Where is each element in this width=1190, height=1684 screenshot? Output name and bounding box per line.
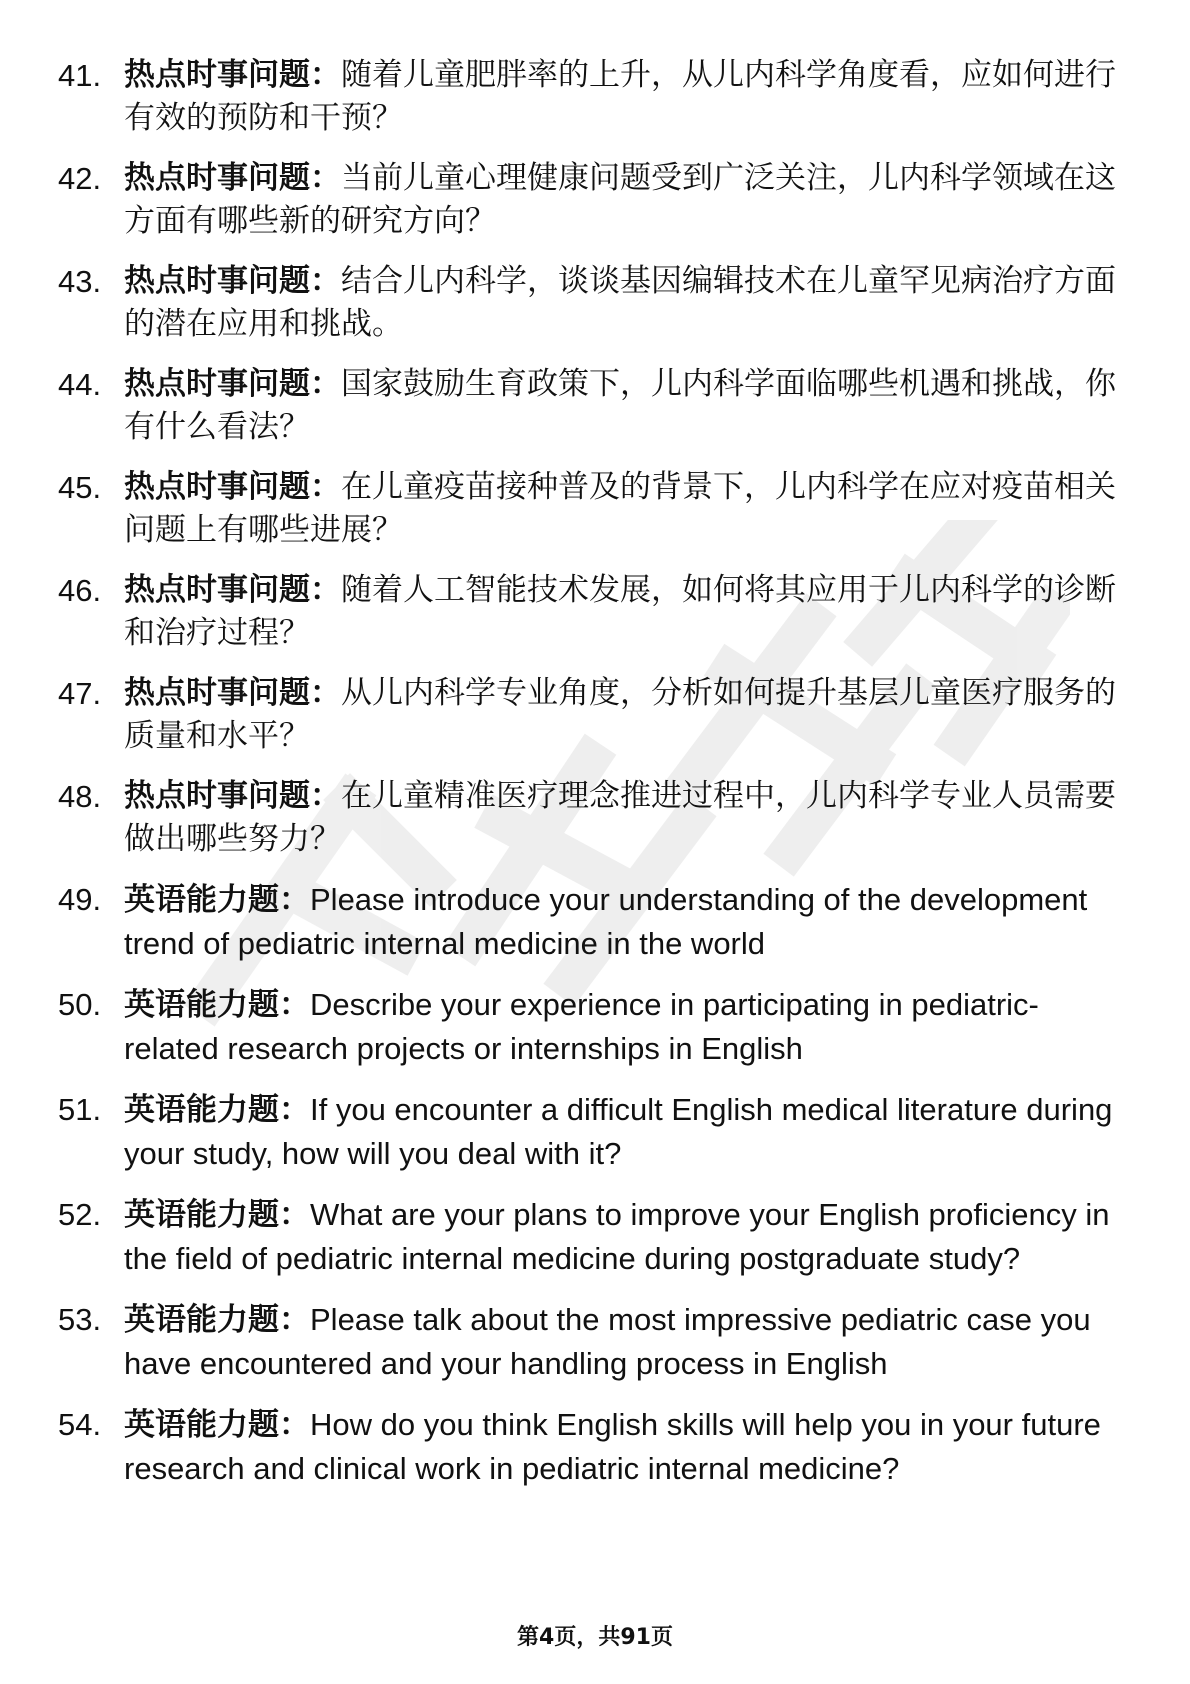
- question-text: 当前儿童心理健康问题受到广泛关注，儿内科学领域在这方面有哪些新的研究方向？: [124, 160, 1116, 239]
- question-category: 热点时事问题：: [124, 572, 341, 608]
- question-category: 热点时事问题：: [124, 675, 341, 711]
- question-body: [124, 54, 1118, 140]
- list-item: [58, 983, 1118, 1071]
- list-item: [58, 54, 1118, 140]
- question-number: 52.: [58, 1197, 102, 1232]
- question-text: What are your plans to improve your English proficiency in the field of pediatric internal medicine during postgraduate study?: [124, 1197, 1110, 1276]
- question-body: [124, 363, 1118, 449]
- question-text: If you encounter a difficult English medical literature during your study, how will you deal with it?: [124, 1092, 1113, 1171]
- question-category: 英语能力题：: [124, 1407, 310, 1443]
- question-text: How do you think English skills will help you in your future research and clinical work in pediatric internal medicine?: [124, 1407, 1101, 1486]
- question-number: 47.: [58, 676, 102, 711]
- question-number: 42.: [58, 161, 102, 196]
- list-item: [58, 775, 1118, 861]
- question-body: [124, 1088, 1118, 1176]
- list-item: [58, 1088, 1118, 1176]
- page-number-label: 第4页，共91页: [517, 1625, 673, 1650]
- list-item: [58, 1403, 1118, 1491]
- question-text: 随着人工智能技术发展，如何将其应用于儿内科学的诊断和治疗过程？: [124, 572, 1116, 651]
- question-text: Describe your experience in participating in pediatric-related research projects or internships in English: [124, 987, 1039, 1066]
- question-category: 热点时事问题：: [124, 263, 341, 299]
- question-category: 热点时事问题：: [124, 57, 341, 93]
- question-category: 英语能力题：: [124, 1092, 310, 1128]
- question-body: [124, 1403, 1118, 1491]
- list-item: [58, 260, 1118, 346]
- question-text: 国家鼓励生育政策下，儿内科学面临哪些机遇和挑战，你有什么看法？: [124, 366, 1116, 445]
- question-number: 41.: [58, 58, 102, 93]
- question-text: Please introduce your understanding of the development trend of pediatric internal medicine in the world: [124, 882, 1088, 961]
- question-category: 英语能力题：: [124, 1302, 310, 1338]
- question-category: 热点时事问题：: [124, 469, 341, 505]
- question-body: [124, 775, 1118, 861]
- list-item: [58, 157, 1118, 243]
- question-text: Please talk about the most impressive pediatric case you have encountered and your handling process in English: [124, 1302, 1091, 1381]
- question-number: 43.: [58, 264, 102, 299]
- question-body: [124, 672, 1118, 758]
- question-text: 从儿内科学专业角度，分析如何提升基层儿童医疗服务的质量和水平？: [124, 675, 1116, 754]
- list-item: [58, 363, 1118, 449]
- list-item: [58, 1193, 1118, 1281]
- question-body: [124, 1193, 1118, 1281]
- question-body: [124, 260, 1118, 346]
- question-number: 44.: [58, 367, 102, 402]
- question-body: [124, 983, 1118, 1071]
- question-body: [124, 157, 1118, 243]
- question-body: [124, 878, 1118, 966]
- page-footer: [0, 1620, 1190, 1651]
- list-item: [58, 466, 1118, 552]
- question-number: 48.: [58, 779, 102, 814]
- question-number: 50.: [58, 987, 102, 1022]
- question-text: 在儿童疫苗接种普及的背景下，儿内科学在应对疫苗相关问题上有哪些进展？: [124, 469, 1116, 548]
- question-body: [124, 569, 1118, 655]
- question-text: 结合儿内科学，谈谈基因编辑技术在儿童罕见病治疗方面的潜在应用和挑战。: [124, 263, 1116, 342]
- list-item: [58, 569, 1118, 655]
- question-number: 54.: [58, 1407, 102, 1442]
- question-category: 英语能力题：: [124, 1197, 310, 1233]
- question-category: 热点时事问题：: [124, 160, 341, 196]
- question-text: 随着儿童肥胖率的上升，从儿内科学角度看，应如何进行有效的预防和干预？: [124, 57, 1116, 136]
- question-category: 热点时事问题：: [124, 778, 341, 814]
- question-body: [124, 466, 1118, 552]
- question-number: 53.: [58, 1302, 102, 1337]
- question-text: 在儿童精准医疗理念推进过程中，儿内科学专业人员需要做出哪些努力？: [124, 778, 1116, 857]
- question-category: 英语能力题：: [124, 987, 310, 1023]
- question-number: 45.: [58, 470, 102, 505]
- question-number: 49.: [58, 882, 102, 917]
- question-number: 51.: [58, 1092, 102, 1127]
- question-category: 热点时事问题：: [124, 366, 341, 402]
- question-list: [58, 54, 1118, 1508]
- list-item: [58, 878, 1118, 966]
- question-number: 46.: [58, 573, 102, 608]
- list-item: [58, 1298, 1118, 1386]
- question-category: 英语能力题：: [124, 882, 310, 918]
- list-item: [58, 672, 1118, 758]
- question-body: [124, 1298, 1118, 1386]
